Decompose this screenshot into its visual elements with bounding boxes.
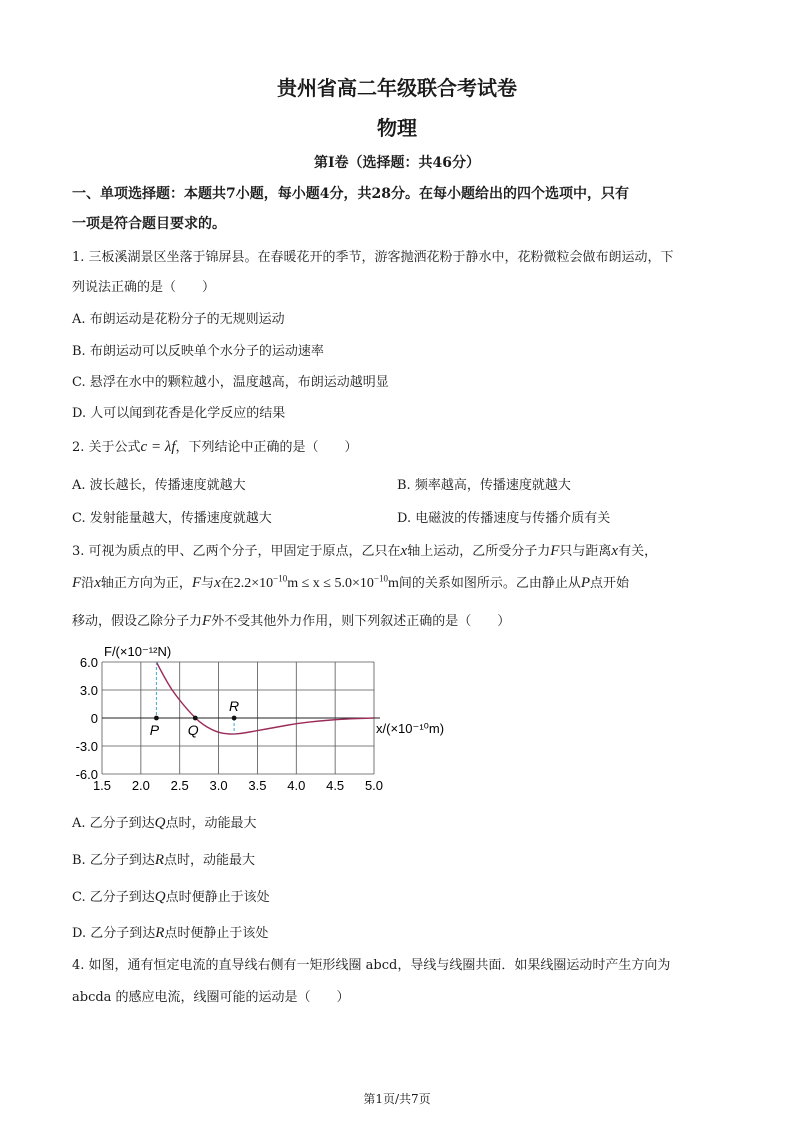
q3-var: F — [72, 575, 82, 591]
q3-var: F — [202, 613, 212, 629]
section-heading-line1: 一、单项选择题：本题共7小题，每小题4分，共28分。在每小题给出的四个选项中，只有 — [72, 186, 629, 202]
q1-stem-line1: 1. 三板溪湖景区坐落于锦屏县。在春暖花开的季节，游客抛洒花粉于静水中，花粉微粒会做布朗运动，下 — [72, 250, 674, 265]
q3-text: 轴正方向为正， — [100, 576, 192, 591]
x-tick-label: 3.0 — [209, 778, 228, 793]
opt-var: R — [155, 925, 165, 941]
q3-var: P — [580, 575, 591, 591]
q1-option-a: A. 布朗运动是花粉分子的无规则运动 — [72, 312, 285, 327]
q3-option-b — [72, 849, 255, 869]
q3-text: 3. 可视为质点的甲、乙两个分子，甲固定于原点，乙只在 — [72, 544, 401, 559]
y-tick-label: -6.0 — [75, 767, 98, 782]
q3-range-low: 2.2×10 — [233, 576, 274, 591]
x-tick-label: 5.0 — [364, 778, 384, 793]
q3-range — [233, 573, 399, 591]
q3-option-c — [72, 886, 270, 906]
q1-stem-line2: 列说法正确的是（ ） — [72, 280, 216, 295]
point-q-label: Q — [187, 722, 199, 738]
point-q-dot — [193, 716, 198, 721]
opt-text: 点时便静止于该处 — [164, 926, 269, 941]
chart-grid — [102, 662, 380, 774]
q1-option-b: B. 布朗运动可以反映单个水分子的运动速率 — [72, 344, 324, 359]
y-tick-labels — [76, 655, 98, 782]
opt-var: Q — [154, 815, 166, 831]
q2-option-d: D. 电磁波的传播速度与传播介质有关 — [397, 511, 611, 526]
q2-option-a: A. 波长越长，传播速度就越大 — [72, 478, 246, 493]
q3-text: 移动，假设乙除分子力 — [72, 614, 203, 629]
y-tick-label: 0 — [90, 711, 98, 726]
q3-range-high-exp: −10 — [373, 573, 388, 584]
q3-var: F — [191, 575, 202, 591]
opt-text: 点时便静止于该处 — [165, 890, 270, 905]
x-tick-label: 3.5 — [248, 778, 267, 793]
x-tick-label: 2.0 — [131, 778, 150, 793]
x-tick-label: 4.0 — [287, 778, 306, 793]
q3-range-mid: m ≤ x ≤ 5.0×10 — [287, 576, 374, 591]
exam-title: 贵州省高二年级联合考试卷 — [277, 76, 517, 100]
q3-text: 有关， — [618, 544, 658, 559]
q2-option-b: B. 频率越高，传播速度就越大 — [397, 478, 571, 493]
q3-text: 与 — [201, 576, 215, 591]
x-axis-label: x/(×10⁻¹⁰m) — [376, 721, 445, 736]
opt-var: R — [154, 852, 164, 868]
q1-option-c: C. 悬浮在水中的颗粒越小，温度越高，布朗运动越明显 — [72, 375, 389, 390]
q3-range-unit: m — [387, 576, 399, 591]
opt-text: 点时，动能最大 — [165, 816, 257, 831]
q2-stem-prefix: 2. 关于公式 — [72, 440, 141, 455]
q3-option-a — [72, 812, 257, 832]
q3-text: 在 — [220, 576, 234, 591]
q3-text: 沿 — [81, 576, 95, 591]
part-title: 第Ⅰ卷（选择题：共46分） — [313, 155, 481, 171]
q3-range-low-exp: −10 — [273, 573, 288, 584]
opt-text: D. 乙分子到达 — [72, 926, 156, 941]
q3-text: 间的关系如图所示。乙由静止从 — [398, 576, 581, 591]
q3-var: x — [94, 575, 101, 591]
q1-option-d: D. 人可以闻到花香是化学反应的结果 — [72, 406, 286, 421]
q3-option-d — [72, 922, 268, 942]
x-tick-label: 2.5 — [170, 778, 189, 793]
q3-stem-line3 — [72, 610, 510, 630]
page-footer: 第1页/共7页 — [363, 1092, 431, 1106]
point-p-dot — [154, 716, 159, 721]
q3-var: x — [611, 543, 619, 559]
opt-text: C. 乙分子到达 — [72, 890, 155, 905]
q4-stem-line2: abcda 的感应电流，线圈可能的运动是（ ） — [72, 990, 350, 1005]
subject-title: 物理 — [377, 116, 417, 140]
q3-text: 只与距离 — [559, 544, 612, 559]
q2-stem-suffix: ，下列结论中正确的是（ ） — [175, 440, 358, 455]
q3-stem-line2 — [72, 572, 629, 592]
y-tick-label: 3.0 — [79, 683, 98, 698]
opt-text: 点时，动能最大 — [164, 853, 256, 868]
q3-stem-line1 — [72, 540, 657, 560]
q3-var: x — [214, 575, 221, 591]
q3-var: F — [550, 543, 560, 559]
y-axis-label: F/(×10⁻¹²N) — [104, 644, 172, 659]
q2-stem — [72, 436, 358, 456]
section-heading-line2: 一项是符合题目要求的。 — [72, 216, 226, 232]
q3-var: x — [400, 543, 408, 559]
point-p-label: P — [149, 722, 160, 738]
point-r-dot — [232, 716, 237, 721]
q3-text: 轴上运动，乙所受分子力 — [407, 544, 551, 559]
y-tick-label: 6.0 — [79, 655, 98, 670]
point-r-label: R — [229, 698, 240, 714]
q3-text: 外不受其他外力作用，则下列叙述正确的是（ ） — [211, 614, 511, 629]
opt-var: Q — [154, 889, 166, 905]
q3-text: 点开始 — [590, 576, 630, 591]
q2-option-c: C. 发射能量越大，传播速度就越大 — [72, 511, 272, 526]
q4-stem-line1: 4. 如图，通有恒定电流的直导线右侧有一矩形线圈 abcd，导线与线圈共面．如果线圈运动时产生方向为 — [72, 958, 671, 973]
x-tick-label: 4.5 — [326, 778, 345, 793]
opt-text: B. 乙分子到达 — [72, 853, 155, 868]
force-distance-chart — [60, 640, 480, 800]
x-tick-labels — [93, 778, 383, 793]
x-tick-label: 1.5 — [92, 778, 112, 793]
opt-text: A. 乙分子到达 — [72, 816, 155, 831]
y-tick-label: -3.0 — [75, 739, 98, 754]
q2-formula: c = λf — [140, 439, 176, 455]
